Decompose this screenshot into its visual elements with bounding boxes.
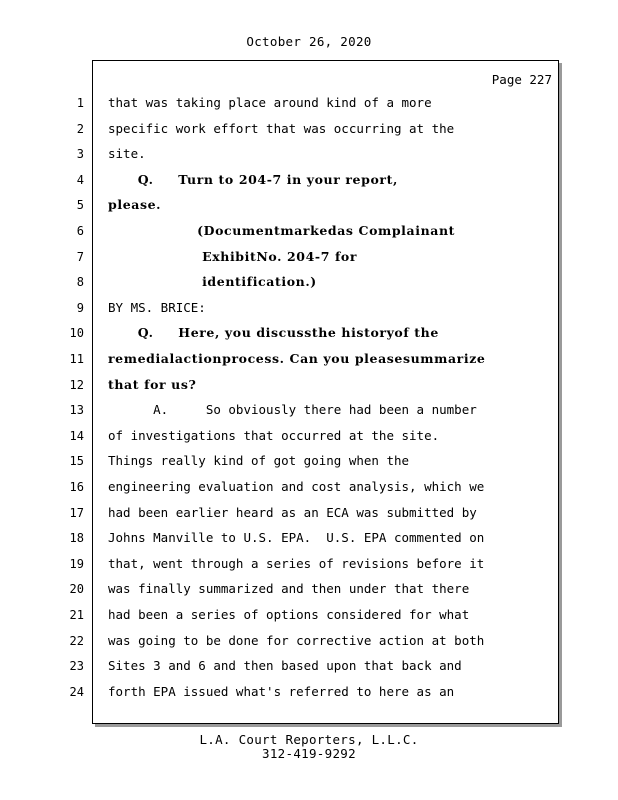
- line-number: 7: [76, 249, 84, 264]
- header-date: October 26, 2020: [246, 34, 372, 49]
- line-text: please.: [108, 197, 162, 213]
- line-number: 19: [69, 556, 84, 571]
- line-number: 1: [76, 96, 84, 110]
- line-text: A. So obviously there had been a number: [108, 402, 477, 418]
- line-text: was finally summarized and then under that there: [108, 581, 470, 597]
- page-number: Page 227: [491, 72, 552, 87]
- line-text: Sites 3 and 6 and then based upon that back and: [108, 658, 462, 674]
- line-text: had been a series of options considered for what: [108, 607, 470, 622]
- line-text: forth EPA issued what's referred to here as an: [108, 683, 455, 699]
- line-number: 9: [76, 300, 84, 315]
- line-text: that for us?: [108, 376, 197, 392]
- line-number: 18: [69, 531, 84, 546]
- footer: [0, 733, 618, 761]
- line-number: 22: [69, 633, 84, 648]
- line-number: 4: [76, 172, 84, 187]
- line-text: was going to be done for corrective action at both: [108, 632, 485, 648]
- line-number: 23: [69, 659, 84, 674]
- line-number: 2: [76, 121, 84, 136]
- line-number: 12: [69, 377, 84, 392]
- footer-company: L.A. Court Reporters, L.L.C.: [199, 732, 419, 747]
- line-number: 10: [69, 326, 84, 341]
- transcript-page: [92, 60, 559, 724]
- line-number: 13: [69, 403, 84, 418]
- line-number: 11: [69, 352, 84, 366]
- line-text: Johns Manville to U.S. EPA. U.S. EPA commented on: [108, 530, 485, 546]
- line-number: 16: [69, 480, 84, 494]
- line-text: Q. Turn to 204-7 in your report,: [108, 171, 398, 187]
- line-text: remedialactionprocess. Can you pleasesummarize: [108, 351, 486, 366]
- footer-phone: 312-419-9292: [262, 746, 356, 761]
- line-text: ExhibitNo. 204-7 for: [108, 248, 358, 264]
- line-number: 21: [69, 608, 84, 622]
- line-text: that was taking place around kind of a more: [108, 95, 432, 110]
- line-number: 24: [69, 684, 84, 699]
- line-number: 3: [76, 147, 84, 162]
- line-text: BY MS. BRICE:: [108, 299, 206, 315]
- line-text: had been earlier heard as an ECA was submitted by: [108, 504, 477, 520]
- line-number: 14: [69, 428, 84, 443]
- line-text: of investigations that occurred at the site.: [108, 427, 440, 443]
- line-number: 17: [69, 505, 84, 520]
- line-text: (Documentmarkedas Complainant: [108, 223, 456, 238]
- line-text: Q. Here, you discussthe historyof the: [108, 325, 439, 341]
- line-text: site.: [108, 146, 146, 162]
- line-text: specific work effort that was occurring at the: [108, 120, 455, 136]
- line-number: 15: [69, 454, 84, 469]
- line-number: 20: [69, 582, 84, 597]
- line-text: engineering evaluation and cost analysis, which we: [108, 479, 485, 494]
- line-number: 6: [76, 224, 84, 238]
- line-number: 5: [76, 198, 84, 213]
- line-number: 8: [76, 275, 84, 290]
- line-text: that, went through a series of revisions before it: [108, 555, 485, 571]
- line-text: Things really kind of got going when the: [108, 453, 410, 469]
- line-text: identification.): [108, 274, 317, 290]
